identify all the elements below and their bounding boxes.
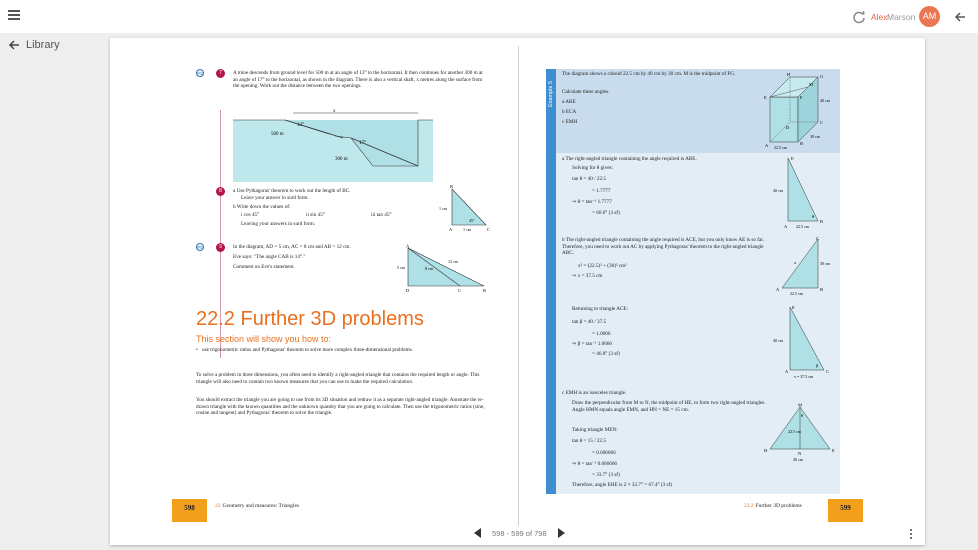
svg-text:D: D bbox=[406, 288, 410, 293]
example-part: c EMH bbox=[562, 119, 578, 125]
question-number: 8 bbox=[216, 187, 225, 196]
svg-text:A: A bbox=[776, 287, 780, 292]
page-number-left: 598 bbox=[172, 499, 207, 522]
library-label[interactable]: Library bbox=[26, 39, 60, 51]
example-intro: The diagram shows a cuboid 22.5 cm by 40 cm by 30 cm. M is the midpoint of FG. bbox=[562, 71, 736, 77]
svg-text:1 cm: 1 cm bbox=[463, 227, 471, 232]
book-spread: PS 7 A mine descends from ground level for 500 m at an angle of 13° to the horizontal. It then continues for another 300 m at an angle of 17° to the horizontal, as shown in the diagram. There is also a vertical shaft, x metres along the surface from the opening. Work out the distance between the two openings. x 13° 500 m 17° 300 m 8 a Use Pythagoras' theorem to work out the length of BC. Leave your answer in surd form. b Write down the values of: i cos 45° ii sin 45° iii tan 45° Leaving your answers in surd form. B 1 cm 45° A 1 cm C PS 9 In the diagram, AD = 5 cm, AC = 8 cm and AB = 12 cm. Eve says: "The angle CAB is 14°." Comment on Eve's statement. A 5 cm 8 cm 12 cm D C B 22.2 Further 3D problems This section will show you how to: • use trigonometric ratios and Pythagoras' theorem to solve more complex three-dimensional problems. To solve a problem in three dimensions, you often need to identify a right-angled triangle that contains the required length or angle. This triangle will also need to contain two known measures that you can use to make the required calculation. You should extract the triangle you are going to use from its 3D situation and redraw it as a separate right-angled triangle. Annotate the re-drawn triangle with the known quantities and the unknown quantity that you are going to calculate. Then use the trigonometric ratios (sine, cosine and tangent) and Pythagoras' theorem to solve the triangle. 598 22 Geometry and measures: Triangles Example 5 The diagram shows a cuboid 22.5 cm by 40 cm by 30 cm. M is the midpoint of FG. Calculate these angles. a ABE b ECA c EMH H G M E F 40 cm D C A B 22.5 cm 30 cm a The right-angled triangle containing the angle required is ABE. Solving for θ gives: tan θ = 40 / 22.5 = 1.7777 ⇒ θ = tan⁻¹ 1.7777 = 60.6° (3 sf) E 40 cm A 22.5 cm B θ b The right-angled triangle containing the angle required is ACE, but you only know AE is so far. Therefore, you need to work out AC by applying Pythagoras' theorem to the right-angled triangle ABC. x² = (22.5)² + (30)² cm² ⇒ x = 37.5 cm Returning to triangle ACE: tan β = 40 / 37.5 = 1.0666 ⇒ β = tan⁻¹ 1.0666 = 46.8° (3 sf) C 30 cm x A 22.5 cm B E 40 cm A x = 37.5 cm C β c EMH is an isosceles triangle. Draw the perpendicular from M to N, the midpoint of HE, to form two right-angled triangles. Angle HMN equals angle EMN, and HN = NE = 15 cm. Taking triangle MEN: tan θ = 15 / 22.5 = 0.666666 ⇒ θ = tan⁻¹ 0.666666 = 33.7° (3 sf) Therefore, angle EHE is 2 × 33.7° = 67.4° (3 sf) M θ 22.5 cm H N 30 cm E 22.2 Further 3D problems 599 bbox=[110, 38, 925, 545]
user-last-name[interactable]: Marson bbox=[887, 12, 916, 22]
section-bullet: use trigonometric ratios and Pythagoras' theorem to solve more complex three-dimensional problems. bbox=[202, 347, 413, 353]
svg-text:H: H bbox=[764, 448, 768, 453]
question-part-b: b Write down the values of: bbox=[233, 204, 291, 210]
svg-text:40 cm: 40 cm bbox=[773, 188, 783, 193]
svg-text:A: A bbox=[449, 227, 453, 232]
svg-text:B: B bbox=[820, 219, 824, 224]
difficulty-marker: PS bbox=[197, 71, 204, 76]
section-paragraph: You should extract the triangle you are going to use from its 3D situation and redraw it as a separate right-angled triangle. Annotate the re-drawn triangle with the known quantities and the unknown quantity that you are going to calculate. Then use the trigonometric ratios (sine, cosine and tangent) and Pythagoras' theorem to solve the triangle. bbox=[196, 397, 485, 417]
label-angle-13: 13° bbox=[297, 123, 304, 128]
sync-icon[interactable] bbox=[852, 10, 866, 24]
question-line: In the diagram, AD = 5 cm, AC = 8 cm and AB = 12 cm. bbox=[233, 244, 351, 250]
example-part: a ABE bbox=[562, 99, 576, 105]
svg-text:C: C bbox=[458, 288, 462, 293]
svg-text:C: C bbox=[820, 120, 824, 125]
svg-text:A: A bbox=[785, 369, 789, 374]
svg-text:A: A bbox=[784, 224, 788, 229]
svg-text:C: C bbox=[487, 227, 491, 232]
svg-text:B: B bbox=[800, 141, 804, 146]
question-text: A mine descends from ground level for 500 m at an angle of 13° to the horizontal. It then continues for another 300 m at an angle of 17° to the horizontal, as shown in the diagram. There is also a vertical shaft, x metres along the surface from the opening. Work out the distance between the two openings. bbox=[233, 70, 483, 90]
svg-text:E: E bbox=[792, 305, 795, 310]
svg-text:22.5 cm: 22.5 cm bbox=[796, 224, 809, 229]
question-line: Comment on Eve's statement. bbox=[233, 264, 295, 270]
page-fold bbox=[518, 46, 519, 526]
svg-text:22.5 cm: 22.5 cm bbox=[788, 429, 801, 434]
example-intro-2: Calculate these angles. bbox=[562, 89, 610, 95]
section-title: 22.2 Further 3D problems bbox=[196, 308, 424, 330]
question-number: 7 bbox=[216, 69, 225, 78]
svg-text:5 cm: 5 cm bbox=[397, 265, 405, 270]
section-subtitle: This section will show you how to: bbox=[196, 334, 332, 344]
svg-text:B: B bbox=[450, 184, 454, 189]
solution-c-detail: Draw the perpendicular from M to N, the midpoint of HE, to form two right-angled triangles. Angle HMN equals angle EMN, and HN = NE = 15 cm. bbox=[572, 400, 766, 413]
page-number-right: 599 bbox=[828, 499, 863, 522]
solution-a: a The right-angled triangle containing the angle required is ABE. bbox=[562, 156, 697, 162]
label-x: x bbox=[333, 109, 336, 114]
svg-text:M: M bbox=[809, 82, 814, 87]
svg-text:12 cm: 12 cm bbox=[448, 259, 458, 264]
question-number: 9 bbox=[216, 243, 225, 252]
svg-text:A: A bbox=[406, 244, 410, 249]
svg-text:B: B bbox=[820, 287, 824, 292]
bullet-dot: • bbox=[196, 347, 198, 353]
back-to-library[interactable] bbox=[8, 37, 60, 53]
more-options-icon[interactable] bbox=[910, 529, 914, 541]
svg-text:22.5 cm: 22.5 cm bbox=[790, 291, 803, 296]
question-item: ii sin 45° bbox=[306, 212, 325, 218]
question-line: Eve says: "The angle CAB is 14°." bbox=[233, 254, 306, 260]
svg-text:40 cm: 40 cm bbox=[773, 338, 783, 343]
section-paragraph: To solve a problem in three dimensions, you often need to identify a right-angled triangle that contains the required length or angle. This triangle will also need to contain two known measures that you can use to make the required calculation. bbox=[196, 372, 480, 385]
svg-text:x = 37.5 cm: x = 37.5 cm bbox=[794, 374, 814, 379]
svg-text:θ: θ bbox=[801, 413, 804, 418]
cuboid-diagram bbox=[760, 72, 840, 150]
footer-left: 22 Geometry and measures: Triangles bbox=[215, 503, 300, 509]
menu-icon[interactable] bbox=[8, 10, 20, 20]
question-part-a-note: Leave your answer in surd form. bbox=[241, 195, 309, 201]
svg-text:G: G bbox=[820, 74, 824, 79]
svg-text:40 cm: 40 cm bbox=[820, 98, 830, 103]
svg-text:x: x bbox=[794, 260, 797, 265]
page-navigator bbox=[474, 526, 565, 540]
svg-text:30 cm: 30 cm bbox=[793, 457, 803, 462]
label-angle-17: 17° bbox=[359, 141, 366, 146]
svg-text:8 cm: 8 cm bbox=[425, 266, 433, 271]
svg-text:D: D bbox=[786, 125, 790, 130]
question-item: iii tan 45° bbox=[371, 212, 392, 218]
solution-b: b The right-angled triangle containing the angle required is ACE, but you only know AE is so far. Therefore, you need to work out AC by applying Pythagoras' theorem to the right-angled triangle ABC. bbox=[562, 237, 765, 257]
svg-text:45°: 45° bbox=[469, 218, 475, 223]
label-300m: 300 m bbox=[335, 157, 348, 162]
triangle-q9-diagram bbox=[396, 244, 492, 294]
user-first-name[interactable]: Alex bbox=[871, 12, 888, 22]
svg-text:H: H bbox=[787, 72, 791, 77]
question-part-a: a Use Pythagoras' theorem to work out the length of BC. bbox=[233, 188, 351, 194]
question-part-b-note: Leaving your answers in surd form. bbox=[241, 221, 316, 227]
svg-text:E: E bbox=[832, 448, 835, 453]
svg-text:1 cm: 1 cm bbox=[439, 206, 447, 211]
triangle-abe-diagram bbox=[770, 155, 834, 231]
svg-text:C: C bbox=[816, 236, 820, 241]
footer-right: 22.2 Further 3D problems bbox=[744, 503, 802, 509]
svg-text:22.5 cm: 22.5 cm bbox=[774, 145, 787, 150]
top-app-bar bbox=[0, 0, 978, 33]
example-tab: Example 5 bbox=[546, 69, 556, 494]
previous-page-icon[interactable] bbox=[474, 528, 481, 538]
svg-text:E: E bbox=[764, 95, 767, 100]
svg-text:A: A bbox=[765, 143, 769, 148]
svg-text:β: β bbox=[816, 363, 819, 368]
solution-c: c EMH is an isosceles triangle. bbox=[562, 390, 627, 396]
svg-text:30 cm: 30 cm bbox=[820, 261, 830, 266]
label-500m: 500 m bbox=[271, 132, 284, 137]
svg-text:B: B bbox=[483, 288, 487, 293]
arrow-left-icon[interactable] bbox=[8, 39, 20, 51]
svg-text:F: F bbox=[800, 95, 803, 100]
question-item: i cos 45° bbox=[241, 212, 260, 218]
next-page-icon[interactable] bbox=[558, 528, 565, 538]
exit-back-icon[interactable] bbox=[953, 10, 967, 24]
avatar[interactable]: AM bbox=[919, 6, 940, 27]
triangle-ace-diagram bbox=[770, 304, 836, 380]
svg-text:C: C bbox=[826, 369, 830, 374]
page-range: 598 - 599 of 798 bbox=[492, 528, 547, 538]
svg-text:N: N bbox=[798, 451, 802, 456]
example-part: b ECA bbox=[562, 109, 577, 115]
triangle-abc-diagram bbox=[774, 236, 836, 300]
mine-diagram bbox=[233, 108, 433, 182]
triangle-q8-diagram bbox=[438, 184, 494, 234]
svg-text:E: E bbox=[791, 156, 794, 161]
triangle-emh-diagram bbox=[762, 403, 838, 465]
svg-text:M: M bbox=[798, 403, 803, 408]
difficulty-marker: PS bbox=[197, 245, 204, 250]
svg-text:θ: θ bbox=[812, 214, 815, 219]
svg-text:30 cm: 30 cm bbox=[810, 134, 820, 139]
